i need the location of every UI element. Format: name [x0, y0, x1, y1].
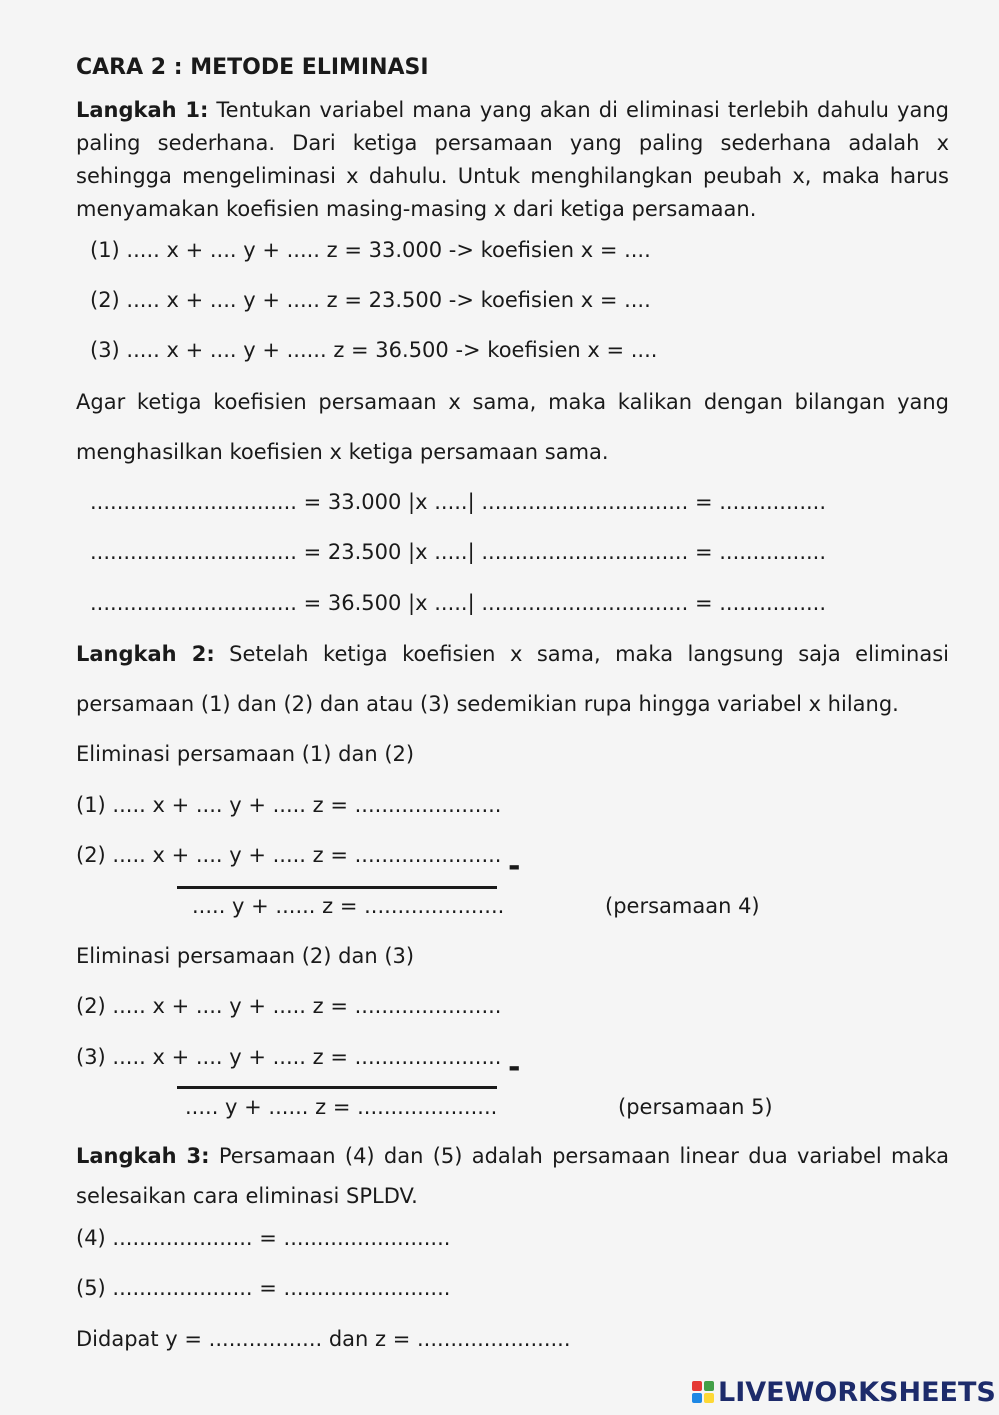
- step1-label: Langkah 1:: [76, 98, 209, 122]
- equation-3: (3) ..... x + .... y + ...... z = 36.500 -> koefisien x = ....: [90, 338, 658, 362]
- persamaan-4-label: (persamaan 4): [605, 894, 760, 918]
- divider-line: [177, 1086, 497, 1089]
- step3-label: Langkah 3:: [76, 1144, 210, 1168]
- multiply-row-1: ............................... = 33.000 |x .....| ............................... = ................: [90, 490, 827, 514]
- page-title: CARA 2 : METODE ELIMINASI: [76, 55, 429, 80]
- liveworksheets-logo: [692, 1374, 996, 1410]
- logo-square: [704, 1393, 714, 1403]
- logo-square: [704, 1381, 714, 1391]
- minus-sign: -: [508, 1050, 521, 1085]
- logo-text: LIVEWORKSHEETS: [718, 1376, 996, 1408]
- elim-23-eq2: (3) ..... x + .... y + ..... z = ......................: [76, 1045, 502, 1069]
- equation-4: (4) ..................... = .........................: [76, 1226, 451, 1250]
- step3-text: Persamaan (4) dan (5) adalah persamaan linear dua variabel maka selesaikan cara eliminasi SPLDV.: [76, 1144, 949, 1208]
- divider-line: [177, 886, 497, 889]
- agar-paragraph: Agar ketiga koefisien persamaan x sama, maka kalikan dengan bilangan yang menghasilkan koefisien x ketiga persamaan sama.: [76, 390, 949, 464]
- elim-12-heading: Eliminasi persamaan (1) dan (2): [76, 742, 415, 766]
- step2-text: Setelah ketiga koefisien x sama, maka langsung saja eliminasi persamaan (1) dan (2) dan atau (3) sedemikian rupa hingga variabel x hilang.: [76, 642, 949, 716]
- multiply-row-2: ............................... = 23.500 |x .....| ............................... = ................: [90, 540, 827, 564]
- elim-23-eq1: (2) ..... x + .... y + ..... z = ......................: [76, 994, 502, 1018]
- logo-square: [692, 1381, 702, 1391]
- step1-text: Tentukan variabel mana yang akan di eliminasi terlebih dahulu yang paling sederhana. Dari ketiga persamaan yang paling sederhana adalah x sehingga mengeliminasi x dahulu. Untuk menghilangkan peubah x, maka harus menyamakan koefisien masing-masing x dari ketiga persamaan.: [76, 98, 949, 221]
- multiply-row-3: ............................... = 36.500 |x .....| ............................... = ................: [90, 591, 827, 615]
- elim-12-result: ..... y + ...... z = .....................: [192, 894, 505, 918]
- step2-label: Langkah 2:: [76, 642, 215, 666]
- elim-12-eq1: (1) ..... x + .... y + ..... z = ......................: [76, 793, 502, 817]
- equation-1: (1) ..... x + .... y + ..... z = 33.000 -> koefisien x = ....: [90, 238, 651, 262]
- elim-23-result: ..... y + ...... z = .....................: [185, 1095, 498, 1119]
- step1-paragraph: [76, 94, 949, 226]
- persamaan-5-label: (persamaan 5): [618, 1095, 773, 1119]
- elim-12-eq2: (2) ..... x + .... y + ..... z = ......................: [76, 843, 502, 867]
- equation-5: (5) ..................... = .........................: [76, 1276, 451, 1300]
- step3-paragraph: [76, 1136, 949, 1216]
- logo-grid-icon: [692, 1381, 714, 1403]
- logo-square: [692, 1393, 702, 1403]
- equation-2: (2) ..... x + .... y + ..... z = 23.500 -> koefisien x = ....: [90, 288, 651, 312]
- minus-sign: -: [508, 849, 521, 884]
- result-line: Didapat y = ................. dan z = .......................: [76, 1327, 571, 1351]
- step2-paragraph: [76, 629, 949, 729]
- elim-23-heading: Eliminasi persamaan (2) dan (3): [76, 944, 415, 968]
